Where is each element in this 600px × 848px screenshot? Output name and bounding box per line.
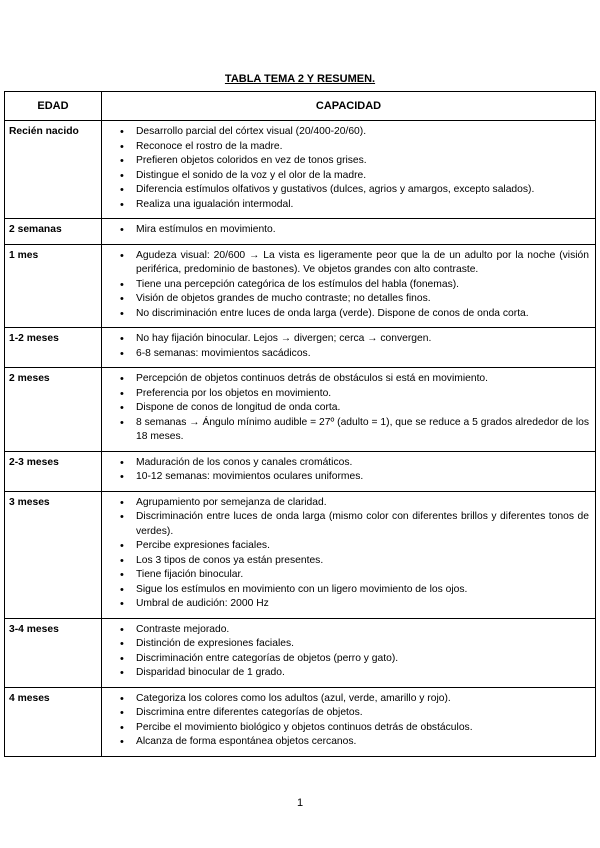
table-row: [5, 328, 596, 368]
age-cell: 2 meses: [5, 368, 102, 452]
capacity-cell: [102, 368, 596, 452]
list-item: • Visión de objetos grandes de mucho contraste; no detalles finos.: [105, 292, 589, 307]
age-cell: 2-3 meses: [5, 451, 102, 491]
list-item: • Agudeza visual: 20/600 → La vista es ligeramente peor que la de un adulto por la noche (visión periférica, predominio de bastones). Ve objetos grandes con alto contraste.: [105, 249, 589, 278]
list-item: • Diferencia estímulos olfativos y gustativos (dulces, agrios y amargos, excepto salados).: [105, 183, 589, 198]
age-cell: 2 semanas: [5, 219, 102, 245]
capacity-list: [105, 332, 589, 361]
list-item: • Alcanza de forma espontánea objetos cercanos.: [105, 735, 589, 750]
capacity-list: [105, 692, 589, 750]
list-item: • Desarrollo parcial del córtex visual (20/400-20/60).: [105, 125, 589, 140]
list-item: • Prefieren objetos coloridos en vez de tonos grises.: [105, 154, 589, 169]
list-item: • Umbral de audición: 2000 Hz: [105, 597, 589, 612]
table-row: [5, 244, 596, 328]
list-item: • Percepción de objetos continuos detrás de obstáculos si está en movimiento.: [105, 372, 589, 387]
document-title: TABLA TEMA 2 Y RESUMEN.: [224, 73, 376, 85]
page-number: 1: [296, 797, 304, 809]
list-item: • Reconoce el rostro de la madre.: [105, 140, 589, 155]
list-item: • Distinción de expresiones faciales.: [105, 637, 589, 652]
list-item: • Realiza una igualación intermodal.: [105, 198, 589, 213]
list-item: • Disparidad binocular de 1 grado.: [105, 666, 589, 681]
capacity-list: [105, 496, 589, 612]
table-row: [5, 491, 596, 618]
table-row: [5, 121, 596, 219]
list-item: • Discriminación entre categorías de objetos (perro y gato).: [105, 652, 589, 667]
list-item: • No hay fijación binocular. Lejos → divergen; cerca → convergen.: [105, 332, 589, 347]
capacity-cell: [102, 451, 596, 491]
list-item: • Tiene fijación binocular.: [105, 568, 589, 583]
list-item: • 10-12 semanas: movimientos oculares uniformes.: [105, 470, 589, 485]
table-row: [5, 219, 596, 245]
capacity-cell: [102, 121, 596, 219]
list-item: • No discriminación entre luces de onda larga (verde). Dispone de conos de onda corta.: [105, 307, 589, 322]
list-item: • Discriminación entre luces de onda larga (mismo color con diferentes brillos y diferentes tonos de verdes).: [105, 510, 589, 539]
list-item: • Percibe el movimiento biológico y objetos continuos detrás de obstáculos.: [105, 721, 589, 736]
table-row: [5, 618, 596, 687]
table-row: [5, 451, 596, 491]
capacity-list: [105, 372, 589, 445]
list-item: • Preferencia por los objetos en movimiento.: [105, 387, 589, 402]
capacity-cell: [102, 219, 596, 245]
list-item: • 6-8 semanas: movimientos sacádicos.: [105, 347, 589, 362]
capacity-list: [105, 223, 589, 238]
capacity-list: [105, 623, 589, 681]
list-item: • Sigue los estímulos en movimiento con un ligero movimiento de los ojos.: [105, 583, 589, 598]
table-header-row: [5, 92, 596, 121]
capacity-cell: [102, 491, 596, 618]
list-item: • Discrimina entre diferentes categorías de objetos.: [105, 706, 589, 721]
list-item: • Mira estímulos en movimiento.: [105, 223, 589, 238]
development-table: [4, 91, 596, 757]
list-item: • 8 semanas → Ángulo mínimo audible = 27º (adulto = 1), que se reduce a 5 grados alrededor de los 18 meses.: [105, 416, 589, 445]
capacity-cell: [102, 328, 596, 368]
header-edad: EDAD: [5, 92, 102, 121]
header-capacidad: CAPACIDAD: [102, 92, 596, 121]
list-item: • Distingue el sonido de la voz y el olor de la madre.: [105, 169, 589, 184]
list-item: • Categoriza los colores como los adultos (azul, verde, amarillo y rojo).: [105, 692, 589, 707]
list-item: • Tiene una percepción categórica de los estímulos del habla (fonemas).: [105, 278, 589, 293]
age-cell: 1-2 meses: [5, 328, 102, 368]
capacity-cell: [102, 618, 596, 687]
capacity-list: [105, 456, 589, 485]
list-item: • Dispone de conos de longitud de onda corta.: [105, 401, 589, 416]
age-cell: Recién nacido: [5, 121, 102, 219]
capacity-list: [105, 125, 589, 212]
table-row: [5, 368, 596, 452]
list-item: • Percibe expresiones faciales.: [105, 539, 589, 554]
age-cell: 1 mes: [5, 244, 102, 328]
capacity-cell: [102, 687, 596, 756]
age-cell: 3-4 meses: [5, 618, 102, 687]
list-item: • Maduración de los conos y canales cromáticos.: [105, 456, 589, 471]
list-item: • Los 3 tipos de conos ya están presentes.: [105, 554, 589, 569]
age-cell: 3 meses: [5, 491, 102, 618]
age-cell: 4 meses: [5, 687, 102, 756]
list-item: • Agrupamiento por semejanza de claridad.: [105, 496, 589, 511]
capacity-cell: [102, 244, 596, 328]
capacity-list: [105, 249, 589, 322]
table-row: [5, 687, 596, 756]
list-item: • Contraste mejorado.: [105, 623, 589, 638]
